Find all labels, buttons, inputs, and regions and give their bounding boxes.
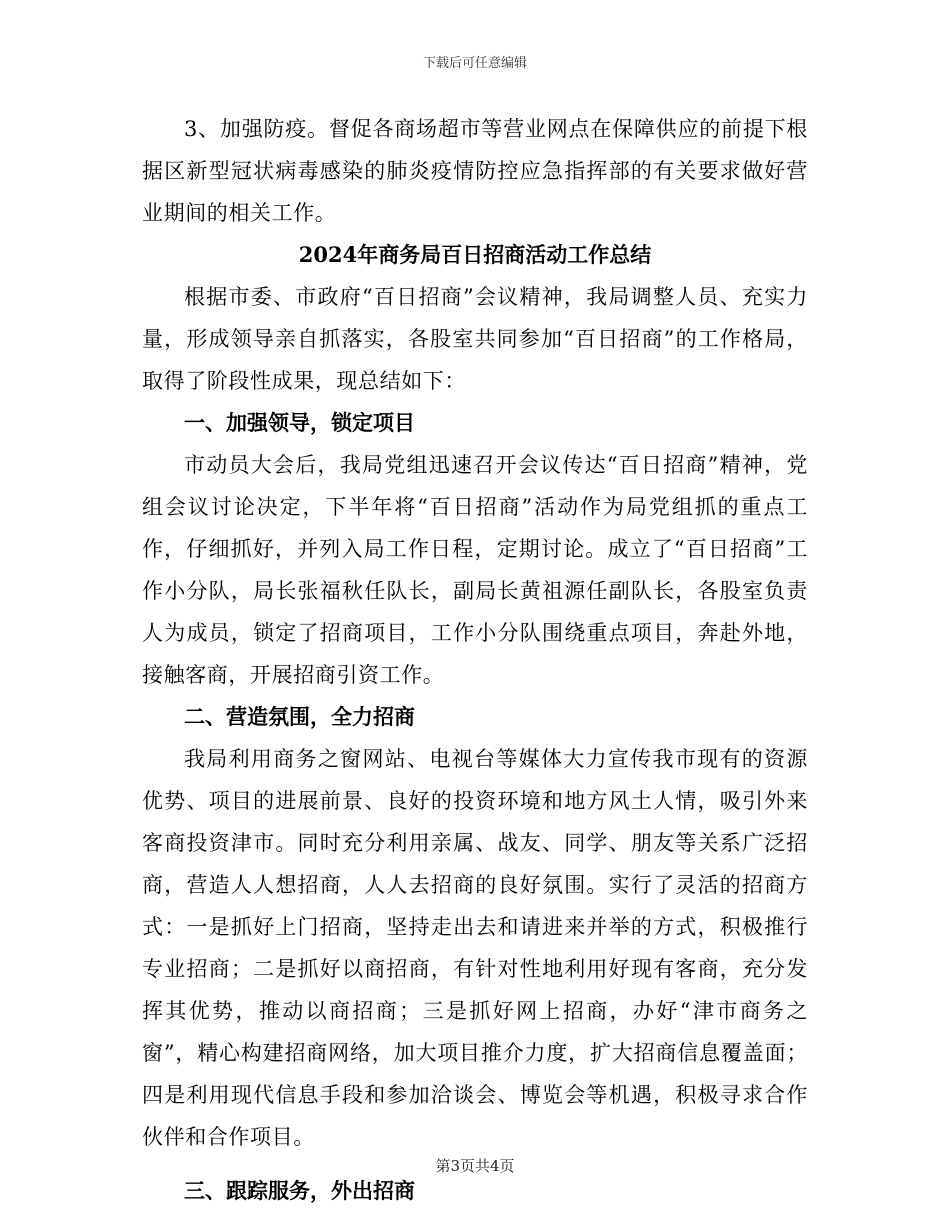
page-header-note: 下载后可任意编辑 <box>422 56 527 71</box>
opening-paragraph: 根据市委、市政府“百日招商”会议精神，我局调整人员、充实力量，形成领导亲自抓落实，各股室共同参加“百日招商”的工作格局，取得了阶段性成果，现总结如下： <box>142 285 808 393</box>
section-heading-3: 三、跟踪服务，外出招商 <box>184 1178 415 1203</box>
page-number: 第3页共4页 <box>435 1157 515 1175</box>
section-2-paragraph: 我局利用商务之窗网站、电视台等媒体大力宣传我市现有的资源优势、项目的进展前景、良好的投资环境和地方风土人情，吸引外来客商投资津市。同时充分利用亲属、战友、同学、朋友等关系广泛招商，营造人人想招商，人人去招商的良好氛围。实行了灵活的招商方式：一是抓好上门招商，坚持走出去和请进来并举的方式，积极推行专业招商；二是抓好以商招商，有针对性地利用好现有客商，充分发挥其优势，推动以商招商；三是抓好网上招商，办好“津市商务之窗”，精心构建招商网络，加大项目推介力度，扩大招商信息覆盖面；四是利用现代信息手段和参加洽谈会、博览会等机遇，积极寻求合作伙伴和合作项目。 <box>142 747 808 1149</box>
document-body <box>142 108 808 1212</box>
intro-paragraph: 3、加强防疫。督促各商场超市等营业网点在保障供应的前提下根据区新型冠状病毒感染的肺炎疫情防控应急指挥部的有关要求做好营业期间的相关工作。 <box>142 117 808 225</box>
document-title: 2024年商务局百日招商活动工作总结 <box>298 242 652 267</box>
section-heading-2: 二、营造氛围，全力招商 <box>184 704 415 729</box>
section-1-paragraph: 市动员大会后，我局党组迅速召开会议传达“百日招商”精神，党组会议讨论决定，下半年将“百日招商”活动作为局党组抓的重点工作，仔细抓好，并列入局工作日程，定期讨论。成立了“百日招商”工作小分队，局长张福秋任队长，副局长黄祖源任副队长，各股室负责人为成员，锁定了招商项目，工作小分队围绕重点项目，奔赴外地，接触客商，开展招商引资工作。 <box>142 453 808 687</box>
section-heading-1: 一、加强领导，锁定项目 <box>184 410 415 435</box>
